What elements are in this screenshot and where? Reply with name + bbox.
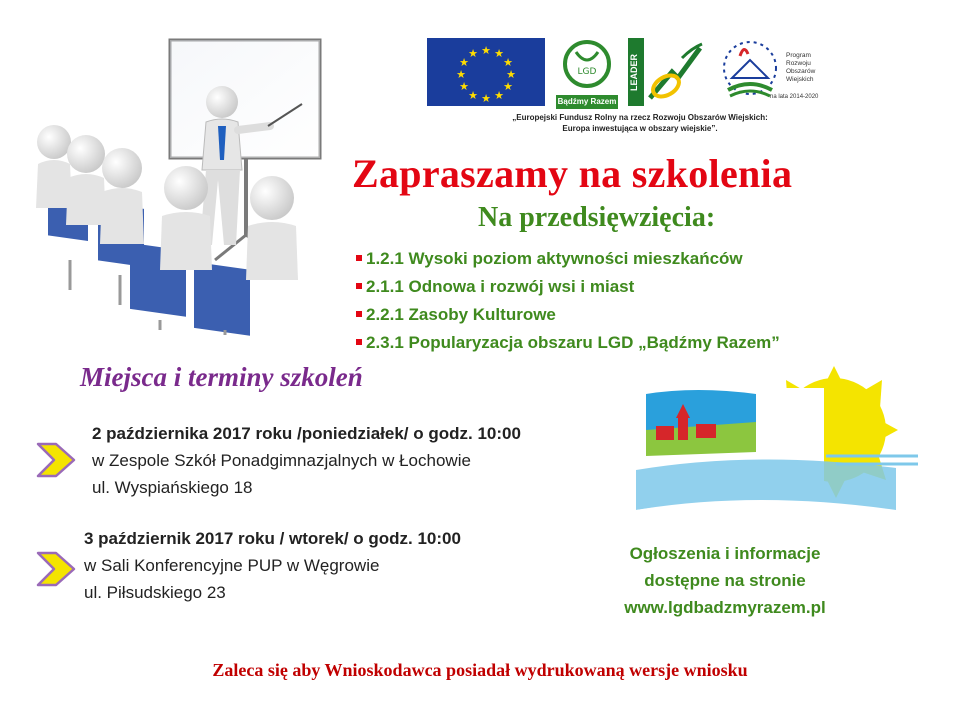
svg-text:★: ★ xyxy=(503,56,513,69)
bullet-icon xyxy=(356,339,362,345)
lgd-badzmy-razem-logo xyxy=(556,38,618,106)
svg-text:LGD: LGD xyxy=(577,67,597,77)
project-label: 1.2.1 Wysoki poziom aktywności mieszkańców xyxy=(366,249,743,268)
project-label: 2.1.1 Odnowa i rozwój wsi i miast xyxy=(366,277,635,296)
svg-text:★: ★ xyxy=(468,89,478,102)
prow-line: Wiejskich xyxy=(786,76,814,83)
prow-logo xyxy=(714,38,834,106)
fund-caption xyxy=(470,112,810,134)
leader-logo-label: LEADER xyxy=(629,53,639,91)
info-line: Ogłoszenia i informacje xyxy=(629,544,821,563)
svg-text:★: ★ xyxy=(481,92,491,105)
training-illustration xyxy=(10,30,340,340)
prow-years: na lata 2014-2020 xyxy=(770,94,819,100)
event-place: w Sali Konferencyjne PUP w Węgrowie xyxy=(84,556,380,575)
info-block xyxy=(600,540,850,621)
event-1 xyxy=(92,420,521,501)
chevron-right-icon xyxy=(34,549,78,589)
project-label: 2.3.1 Popularyzacja obszaru LGD „Bądźmy Razem” xyxy=(366,333,780,352)
page-title: Zapraszamy na szkolenia xyxy=(352,151,793,196)
event-place: w Zespole Szkół Ponadgimnazjalnych w Łochowie xyxy=(92,451,471,470)
svg-text:★: ★ xyxy=(459,80,469,93)
event-date: 2 października 2017 roku /poniedziałek/ o godz. 10:00 xyxy=(92,424,521,443)
project-label: 2.2.1 Zasoby Kulturowe xyxy=(366,305,556,324)
chevron-right-icon xyxy=(34,440,78,480)
svg-text:★: ★ xyxy=(459,56,469,69)
svg-text:★: ★ xyxy=(456,68,466,81)
fund-caption-line: „Europejski Fundusz Rolny na rzecz Rozwoju Obszarów Wiejskich: xyxy=(512,113,768,122)
list-item xyxy=(356,273,780,301)
list-item xyxy=(356,301,780,329)
schedule-heading: Miejsca i terminy szkoleń xyxy=(80,362,363,392)
prow-logo-text xyxy=(786,52,815,84)
prow-line: Program xyxy=(786,52,811,59)
website-link[interactable]: www.lgdbadzmyrazem.pl xyxy=(624,598,826,617)
prow-line: Rozwoju xyxy=(786,60,811,67)
event-address: ul. Piłsudskiego 23 xyxy=(84,583,226,602)
projects-list xyxy=(356,245,780,357)
bullet-icon xyxy=(356,255,362,261)
event-date: 3 październik 2017 roku / wtorek/ o godz. 10:00 xyxy=(84,529,461,548)
projects-heading: Na przedsięwzięcia: xyxy=(478,202,716,233)
event-address: ul. Wyspiańskiego 18 xyxy=(92,478,253,497)
svg-text:★: ★ xyxy=(494,47,504,60)
info-line: dostępne na stronie xyxy=(644,571,806,590)
event-2 xyxy=(84,525,461,606)
svg-text:★: ★ xyxy=(506,68,516,81)
footer-note: Zaleca się aby Wnioskodawca posiadał wydrukowaną wersje wniosku xyxy=(212,660,748,680)
svg-text:★: ★ xyxy=(503,80,513,93)
fund-caption-line: Europa inwestująca w obszary wiejskie”. xyxy=(562,124,718,133)
prow-line: Obszarów xyxy=(786,68,816,75)
bullet-icon xyxy=(356,311,362,317)
leader-emblem-icon xyxy=(644,38,708,106)
svg-text:★: ★ xyxy=(481,44,491,57)
leader-logo xyxy=(628,38,708,106)
village-sun-illustration xyxy=(636,360,926,540)
list-item xyxy=(356,329,780,357)
list-item xyxy=(356,245,780,273)
lgd-logo-label: Bądźmy Razem xyxy=(556,95,618,109)
svg-text:★: ★ xyxy=(468,47,478,60)
lgd-emblem-icon xyxy=(556,38,618,90)
eu-flag-logo xyxy=(427,38,545,106)
svg-text:★: ★ xyxy=(494,89,504,102)
bullet-icon xyxy=(356,283,362,289)
